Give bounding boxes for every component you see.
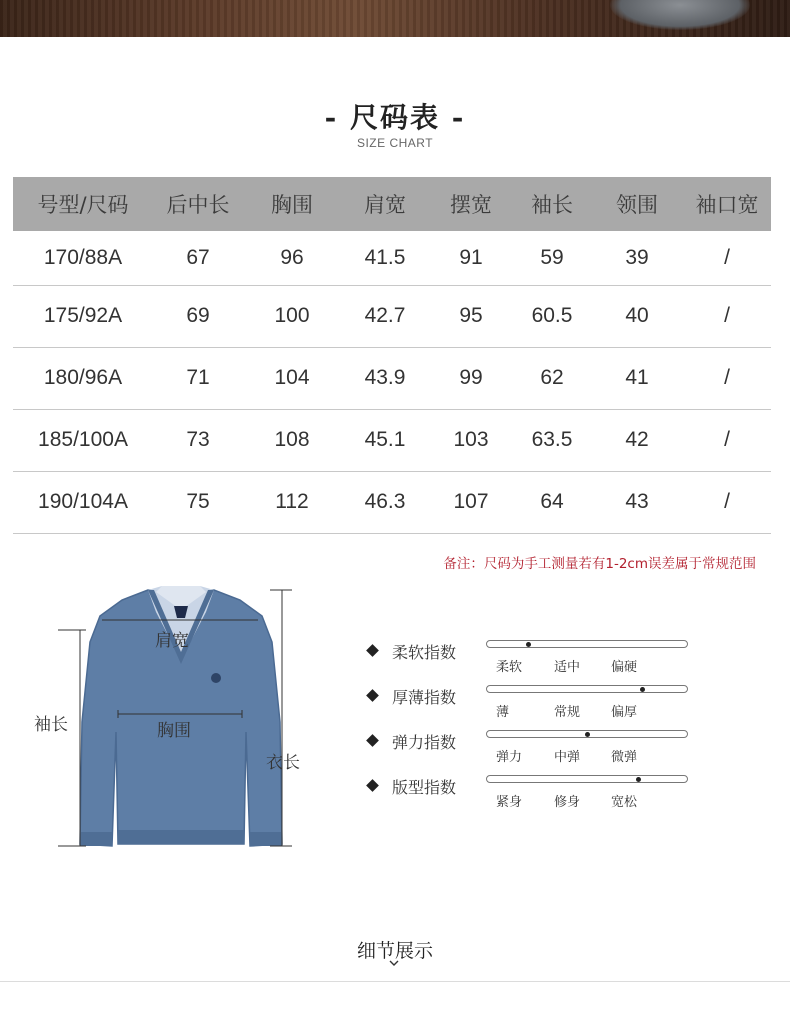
table-cell: /: [683, 231, 771, 285]
index-option-label: 薄: [496, 705, 510, 720]
table-cell: 107: [429, 471, 513, 533]
index-scale-track: [486, 640, 688, 648]
table-cell: 95: [429, 285, 513, 347]
index-label: 柔软指数: [392, 643, 457, 662]
index-option-label: 适中: [554, 660, 581, 675]
table-cell: 185/100A: [13, 409, 153, 471]
table-cell: 96: [243, 231, 341, 285]
table-row: [13, 409, 771, 471]
diamond-bullet-icon: [366, 779, 379, 792]
index-option-label: 常规: [554, 705, 581, 720]
table-cell: /: [683, 347, 771, 409]
table-cell: 104: [243, 347, 341, 409]
table-row: [13, 285, 771, 347]
table-cell: 64: [513, 471, 591, 533]
table-cell: 112: [243, 471, 341, 533]
index-scale-track: [486, 775, 688, 783]
table-cell: 43: [591, 471, 683, 533]
table-cell: 99: [429, 347, 513, 409]
column-header: 胸围: [243, 177, 341, 231]
top-product-photo: [0, 0, 790, 37]
index-label: 弹力指数: [392, 733, 457, 752]
table-row: [13, 231, 771, 285]
index-row: [368, 726, 698, 771]
table-cell: 71: [153, 347, 243, 409]
table-cell: 40: [591, 285, 683, 347]
table-cell: /: [683, 285, 771, 347]
index-option-label: 偏厚: [611, 705, 638, 720]
index-label: 厚薄指数: [392, 688, 457, 707]
embroidered-logo: [211, 673, 221, 683]
index-option-label: 修身: [554, 795, 581, 810]
index-level-marker: [640, 687, 645, 692]
table-cell: 180/96A: [13, 347, 153, 409]
length-label: 衣长: [266, 753, 300, 773]
table-cell: 170/88A: [13, 231, 153, 285]
table-cell: 100: [243, 285, 341, 347]
table-cell: 75: [153, 471, 243, 533]
table-cell: /: [683, 409, 771, 471]
size-table: [13, 177, 771, 534]
index-level-marker: [585, 732, 590, 737]
table-cell: 46.3: [341, 471, 429, 533]
table-cell: 42: [591, 409, 683, 471]
index-scale-track: [486, 730, 688, 738]
table-cell: 69: [153, 285, 243, 347]
table-cell: 63.5: [513, 409, 591, 471]
table-cell: 60.5: [513, 285, 591, 347]
index-option-label: 中弹: [554, 750, 581, 765]
column-header: 后中长: [153, 177, 243, 231]
details-section-title: 细节展示: [356, 940, 433, 962]
table-cell: 73: [153, 409, 243, 471]
shoulder-label: 肩宽: [155, 631, 189, 651]
column-header: 袖口宽: [683, 177, 771, 231]
size-chart-subtitle: SIZE CHART: [356, 136, 434, 150]
index-option-label: 柔软: [496, 660, 523, 675]
table-cell: 175/92A: [13, 285, 153, 347]
table-row: [13, 347, 771, 409]
table-cell: 67: [153, 231, 243, 285]
diamond-bullet-icon: [366, 734, 379, 747]
index-level-marker: [526, 642, 531, 647]
table-cell: 42.7: [341, 285, 429, 347]
table-cell: 59: [513, 231, 591, 285]
sweater-hem: [118, 830, 244, 844]
index-option-label: 微弹: [611, 750, 638, 765]
fabric-index-panel: [368, 636, 698, 816]
index-label: 版型指数: [392, 778, 457, 797]
measurement-note: 备注：尺码为手工测量若有1-2cm误差属于常规范围: [443, 556, 756, 572]
index-row: [368, 636, 698, 681]
index-option-label: 紧身: [496, 795, 523, 810]
column-header: 摆宽: [429, 177, 513, 231]
chevron-down-icon: [389, 960, 399, 970]
chest-label: 胸围: [157, 721, 191, 741]
index-level-marker: [636, 777, 641, 782]
size-table-header: [13, 177, 771, 231]
column-header: 领围: [591, 177, 683, 231]
index-option-label: 偏硬: [611, 660, 638, 675]
column-header: 号型/尺码: [13, 177, 153, 231]
size-chart-title: - 尺码表 -: [324, 101, 466, 134]
table-cell: 103: [429, 409, 513, 471]
index-row: [368, 771, 698, 816]
right-cuff: [250, 832, 282, 846]
divider: [0, 981, 790, 982]
table-cell: 45.1: [341, 409, 429, 471]
index-option-label: 弹力: [496, 750, 523, 765]
left-cuff: [80, 832, 112, 846]
table-row: [13, 471, 771, 533]
table-cell: 190/104A: [13, 471, 153, 533]
diamond-bullet-icon: [366, 689, 379, 702]
table-cell: 39: [591, 231, 683, 285]
table-cell: 41.5: [341, 231, 429, 285]
table-cell: 108: [243, 409, 341, 471]
index-row: [368, 681, 698, 726]
diamond-bullet-icon: [366, 644, 379, 657]
table-cell: 91: [429, 231, 513, 285]
column-header: 肩宽: [341, 177, 429, 231]
sleeve-label: 袖长: [34, 715, 68, 735]
sweater-measurement-figure: [30, 582, 330, 852]
table-cell: /: [683, 471, 771, 533]
table-cell: 62: [513, 347, 591, 409]
table-cell: 43.9: [341, 347, 429, 409]
column-header: 袖长: [513, 177, 591, 231]
table-cell: 41: [591, 347, 683, 409]
index-option-label: 宽松: [611, 795, 638, 810]
index-scale-track: [486, 685, 688, 693]
